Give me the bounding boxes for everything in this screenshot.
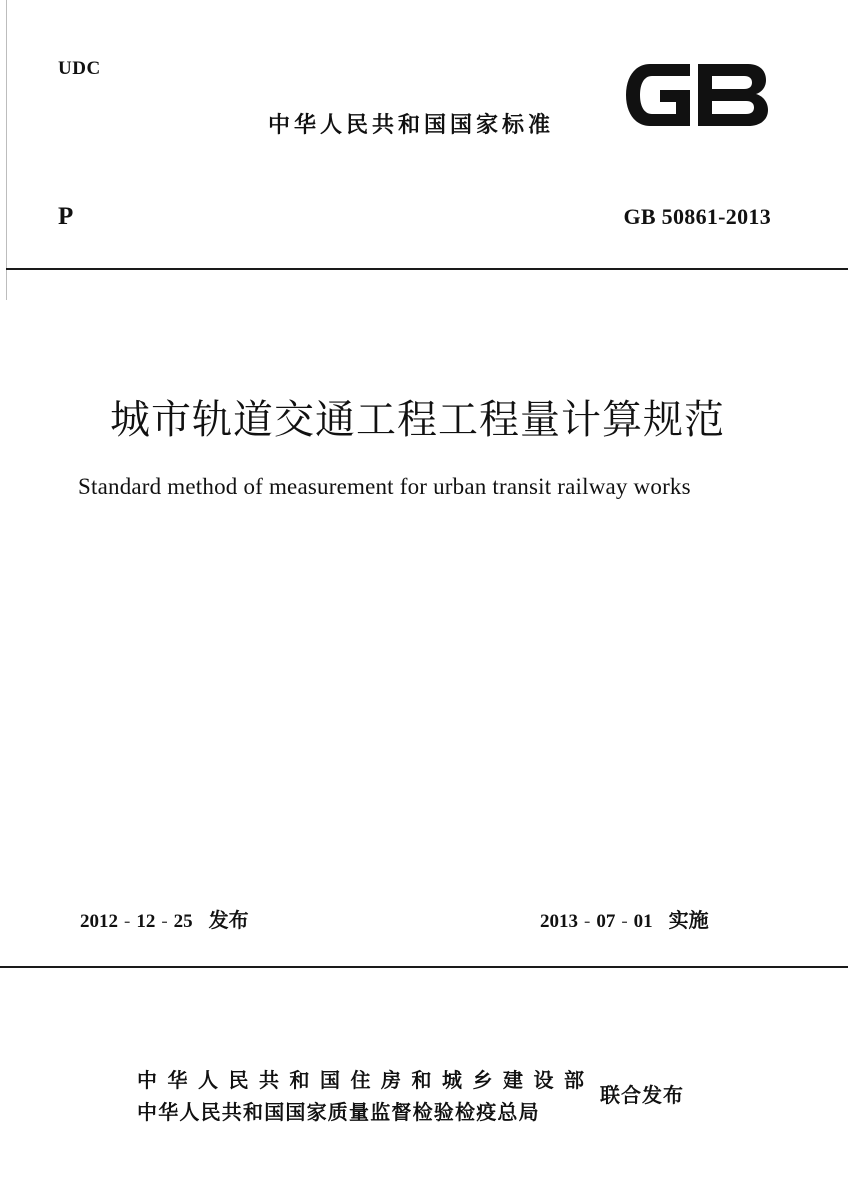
date-separator: - [584, 911, 591, 932]
issue-year: 2012 [80, 911, 118, 932]
page-edge-line [6, 0, 7, 300]
bottom-divider [0, 966, 848, 968]
title-english: Standard method of measurement for urban transit railway works [78, 474, 691, 499]
date-separator: - [621, 911, 628, 932]
issue-month: 12 [136, 911, 156, 932]
standard-number: GB 50861-2013 [623, 204, 771, 229]
title-chinese: 城市轨道交通工程工程量计算规范 [110, 397, 725, 442]
date-separator: - [124, 911, 131, 932]
issuer-aqsiq: 中华人民共和国国家质量监督检验检疫总局 [137, 1100, 540, 1124]
top-divider [6, 268, 848, 270]
impl-month: 07 [596, 911, 616, 932]
issue-label: 发布 [208, 908, 249, 932]
joint-issue-label: 联合发布 [600, 1083, 684, 1107]
gb-logo [620, 54, 772, 136]
date-separator: - [161, 911, 168, 932]
impl-label: 实施 [668, 908, 709, 932]
impl-day: 01 [633, 911, 653, 932]
implementation-date [540, 904, 709, 933]
issue-day: 25 [173, 911, 193, 932]
udc-label: UDC [58, 58, 101, 79]
category-code: P [58, 203, 74, 230]
issuer-ministry: 中华人民共和国住房和城乡建设部 [137, 1068, 595, 1092]
issue-date [80, 904, 249, 933]
national-standard-heading: 中华人民共和国国家标准 [268, 113, 555, 138]
impl-year: 2013 [540, 911, 578, 932]
